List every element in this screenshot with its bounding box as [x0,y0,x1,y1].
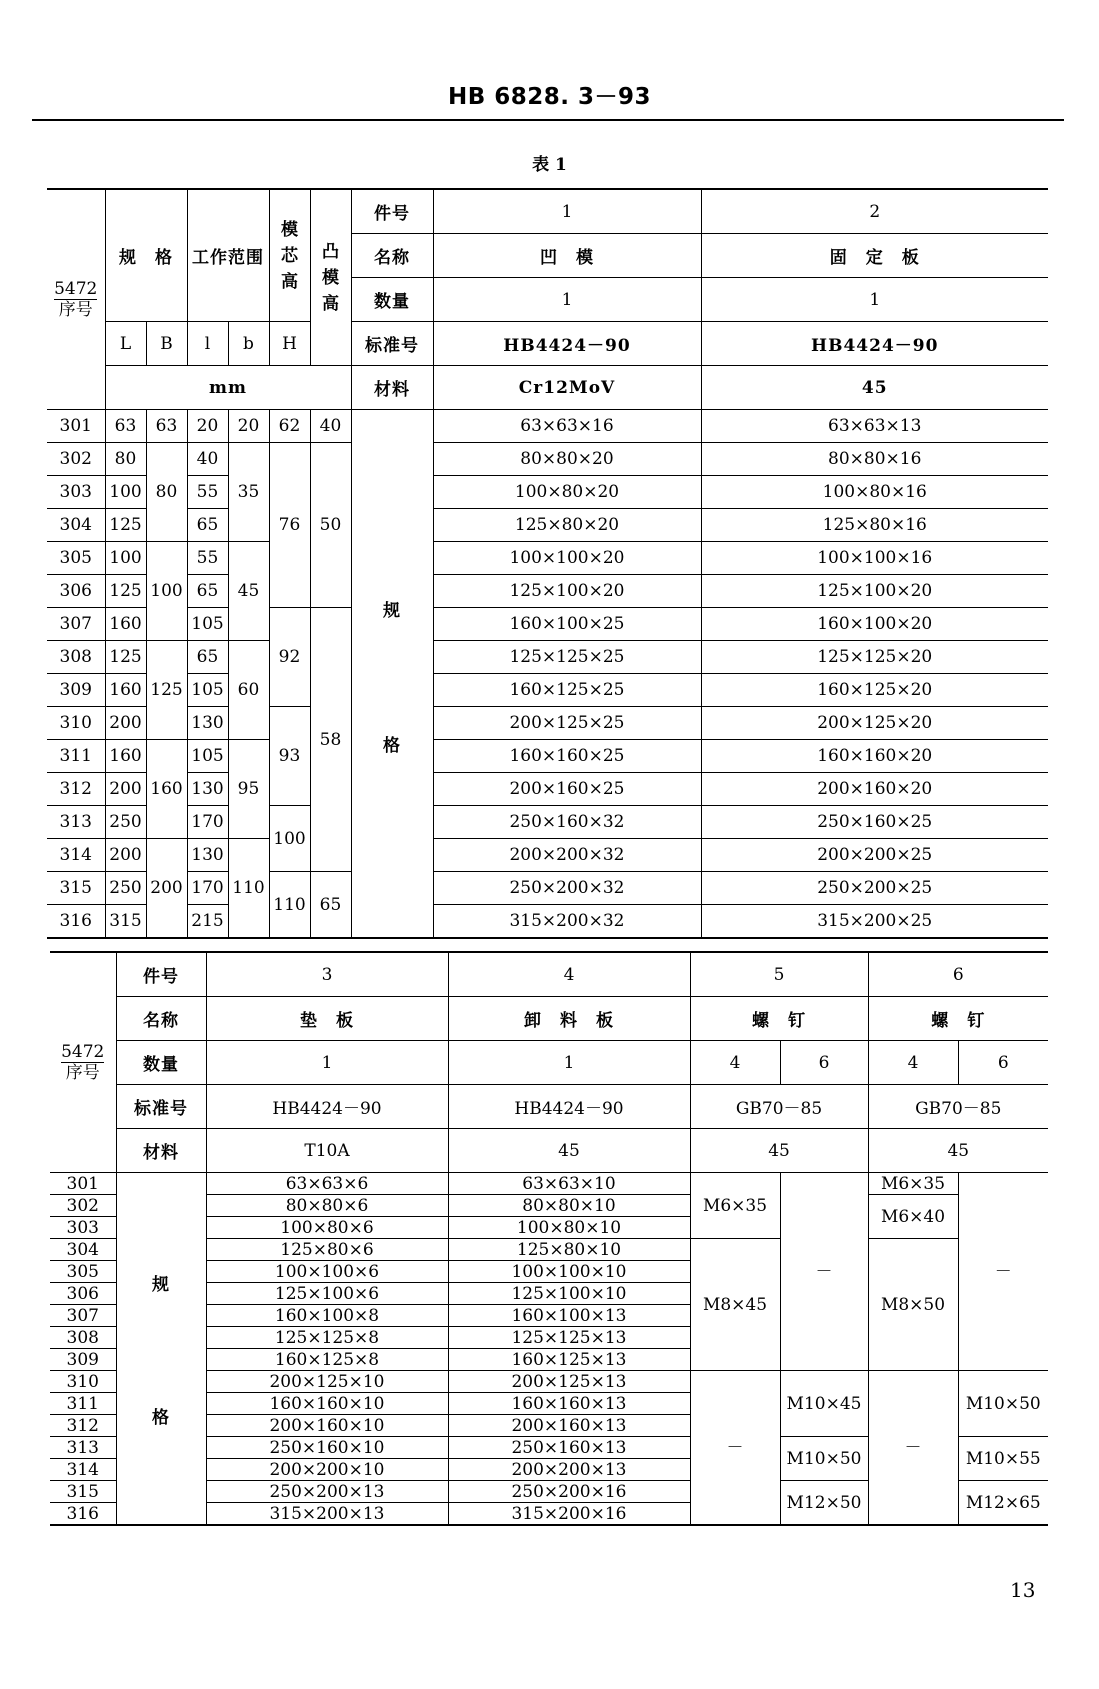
table-row [47,872,1048,905]
H-cell: 92 [269,608,310,707]
table-row [47,608,1048,641]
part-1-name: 凹 模 [433,234,701,278]
part-4-spec: 160×100×13 [448,1305,690,1327]
part-5-spec-b: － [780,1173,868,1371]
serial-cell: 313 [47,806,105,839]
l-cell: 105 [187,608,228,641]
part-5-material: 45 [690,1129,868,1173]
part-1-spec: 250×160×32 [433,806,701,839]
serial-cell: 310 [47,707,105,740]
serial-cell: 316 [47,905,105,939]
part-6-number: 6 [868,952,1048,997]
l-cell: 65 [187,641,228,674]
L-cell: 160 [105,674,146,707]
serial-cell: 301 [50,1173,116,1195]
spec-table-lower [50,951,1048,1526]
part-3-spec: 200×125×10 [206,1371,448,1393]
material-label: 材料 [351,366,433,410]
core-height-header: 模芯高 [269,189,310,322]
serial-cell: 312 [47,773,105,806]
part-4-spec: 125×100×10 [448,1283,690,1305]
table-row [47,476,1048,509]
spec-label-cell: 规 格 [116,1173,206,1526]
part-2-spec: 160×160×20 [701,740,1048,773]
part-2-material: 45 [701,366,1048,410]
l-cell: 105 [187,674,228,707]
sub-H: H [269,322,310,366]
part-1-material: Cr12MoV [433,366,701,410]
B-cell: 125 [146,641,187,740]
serial-cell: 301 [47,410,105,443]
part-3-spec: 100×100×6 [206,1261,448,1283]
punch-cell: 50 [310,443,351,608]
l-cell: 170 [187,806,228,839]
serial-cell: 303 [50,1217,116,1239]
serial-cell: 316 [50,1503,116,1526]
part-1-spec: 200×200×32 [433,839,701,872]
B-cell: 80 [146,443,187,542]
part-5-spec-a: M8×45 [690,1239,780,1371]
part-5-standard: GB70－85 [690,1085,868,1129]
b-cell: 45 [228,542,269,641]
b-cell: 60 [228,641,269,740]
serial-cell: 306 [50,1283,116,1305]
part-3-spec: 63×63×6 [206,1173,448,1195]
part-no-label: 件号 [116,952,206,997]
table-row [47,410,1048,443]
l-cell: 55 [187,476,228,509]
part-6-spec-b: M12×65 [958,1481,1048,1526]
part-1-spec: 160×125×25 [433,674,701,707]
part-2-spec: 160×100×20 [701,608,1048,641]
part-1-spec: 160×100×25 [433,608,701,641]
table-row [47,905,1048,939]
part-3-spec: 315×200×13 [206,1503,448,1526]
L-cell: 200 [105,773,146,806]
part-3-spec: 200×200×10 [206,1459,448,1481]
serial-cell: 315 [47,872,105,905]
serial-cell: 308 [47,641,105,674]
L-cell: 125 [105,641,146,674]
sub-b: b [228,322,269,366]
part-4-spec: 315×200×16 [448,1503,690,1526]
L-cell: 80 [105,443,146,476]
part-6-spec-a: － [868,1371,958,1526]
part-6-spec-b: M10×50 [958,1371,1048,1437]
serial-cell: 313 [50,1437,116,1459]
part-4-spec: 200×200×13 [448,1459,690,1481]
part-4-spec: 100×80×10 [448,1217,690,1239]
part-3-spec: 80×80×6 [206,1195,448,1217]
punch-height-header: 凸模高 [310,189,351,366]
part-6-quantity-b: 6 [958,1041,1048,1085]
part-4-spec: 200×125×13 [448,1371,690,1393]
part-5-spec-b: M12×50 [780,1481,868,1526]
table-row [47,773,1048,806]
H-cell: 100 [269,806,310,872]
part-6-standard: GB70－85 [868,1085,1048,1129]
part-2-spec: 100×100×16 [701,542,1048,575]
serial-cell: 305 [50,1261,116,1283]
page-number: 13 [1010,1578,1036,1602]
material-label: 材料 [116,1129,206,1173]
standard-label: 标准号 [116,1085,206,1129]
part-4-number: 4 [448,952,690,997]
unit-label: mm [105,366,351,410]
part-1-number: 1 [433,189,701,234]
punch-cell: 40 [310,410,351,443]
part-5-spec-b: M10×45 [780,1371,868,1437]
table-row [47,707,1048,740]
serial-cell: 310 [50,1371,116,1393]
table-row [47,575,1048,608]
table-row [50,1173,1048,1195]
part-6-name: 螺 钉 [868,997,1048,1041]
part-3-material: T10A [206,1129,448,1173]
part-3-standard: HB4424－90 [206,1085,448,1129]
l-cell: 65 [187,509,228,542]
part-1-spec: 200×160×25 [433,773,701,806]
part-3-spec: 100×80×6 [206,1217,448,1239]
part-6-spec-a: M6×35 [868,1173,958,1195]
part-4-material: 45 [448,1129,690,1173]
part-2-spec: 63×63×13 [701,410,1048,443]
quantity-label: 数量 [116,1041,206,1085]
L-cell: 125 [105,509,146,542]
serial-cell: 303 [47,476,105,509]
table-row [47,674,1048,707]
part-1-spec: 160×160×25 [433,740,701,773]
B-cell: 160 [146,740,187,839]
part-no-label: 件号 [351,189,433,234]
spec-header: 规 格 [105,189,187,322]
b-cell: 95 [228,740,269,839]
part-6-spec-b: M10×55 [958,1437,1048,1481]
part-3-spec: 250×160×10 [206,1437,448,1459]
part-2-spec: 200×200×25 [701,839,1048,872]
serial-cell: 314 [50,1459,116,1481]
part-2-quantity: 1 [701,278,1048,322]
part-3-spec: 125×80×6 [206,1239,448,1261]
table-row [47,542,1048,575]
serial-cell: 307 [50,1305,116,1327]
serial-cell: 302 [47,443,105,476]
part-3-number: 3 [206,952,448,997]
table-title: 表 1 [532,155,567,175]
part-4-spec: 250×200×16 [448,1481,690,1503]
serial-cell: 305 [47,542,105,575]
spec-table-upper [47,188,1048,939]
part-2-standard: HB4424－90 [701,322,1048,366]
part-5-spec-b: M10×50 [780,1437,868,1481]
part-3-spec: 200×160×10 [206,1415,448,1437]
serial-cell: 312 [50,1415,116,1437]
l-cell: 20 [187,410,228,443]
part-2-spec: 125×80×16 [701,509,1048,542]
l-cell: 170 [187,872,228,905]
l-cell: 65 [187,575,228,608]
serial-cell: 304 [47,509,105,542]
standard-label: 标准号 [351,322,433,366]
part-2-name: 固 定 板 [701,234,1048,278]
L-cell: 160 [105,608,146,641]
serial-cell: 306 [47,575,105,608]
part-4-spec: 125×125×13 [448,1327,690,1349]
L-cell: 63 [105,410,146,443]
serial-cell: 314 [47,839,105,872]
H-cell: 62 [269,410,310,443]
part-3-spec: 160×160×10 [206,1393,448,1415]
part-4-spec: 63×63×10 [448,1173,690,1195]
b-cell: 110 [228,839,269,939]
b-cell: 35 [228,443,269,542]
part-5-spec-a: M6×35 [690,1173,780,1239]
part-6-spec-a: M6×40 [868,1195,958,1239]
part-3-spec: 160×100×8 [206,1305,448,1327]
part-1-spec: 63×63×16 [433,410,701,443]
part-1-standard: HB4424－90 [433,322,701,366]
table-row [47,509,1048,542]
punch-cell: 65 [310,872,351,939]
L-cell: 200 [105,707,146,740]
sub-L: L [105,322,146,366]
H-cell: 110 [269,872,310,939]
part-6-material: 45 [868,1129,1048,1173]
part-1-spec: 100×80×20 [433,476,701,509]
part-1-spec: 100×100×20 [433,542,701,575]
part-2-spec: 100×80×16 [701,476,1048,509]
part-2-spec: 250×160×25 [701,806,1048,839]
table-row [47,806,1048,839]
table-row [47,839,1048,872]
part-1-spec: 80×80×20 [433,443,701,476]
part-4-spec: 160×125×13 [448,1349,690,1371]
part-6-spec-a: M8×50 [868,1239,958,1371]
part-2-spec: 200×125×20 [701,707,1048,740]
serial-cell: 315 [50,1481,116,1503]
part-2-spec: 250×200×25 [701,872,1048,905]
part-5-name: 螺 钉 [690,997,868,1041]
L-cell: 100 [105,542,146,575]
l-cell: 130 [187,839,228,872]
part-3-spec: 125×125×8 [206,1327,448,1349]
serial-cell: 304 [50,1239,116,1261]
table-row [47,641,1048,674]
table-row [47,740,1048,773]
L-cell: 100 [105,476,146,509]
part-3-spec: 250×200×13 [206,1481,448,1503]
table-row [47,443,1048,476]
L-cell: 250 [105,872,146,905]
serial-header: $\frac{5472}{\text{序号}}$ [47,189,105,410]
sub-l: l [187,322,228,366]
l-cell: 40 [187,443,228,476]
B-cell: 100 [146,542,187,641]
part-2-spec: 200×160×20 [701,773,1048,806]
work-range-header: 工作范围 [187,189,269,322]
l-cell: 55 [187,542,228,575]
part-1-spec: 125×80×20 [433,509,701,542]
name-label: 名称 [351,234,433,278]
part-2-spec: 315×200×25 [701,905,1048,939]
part-4-name: 卸 料 板 [448,997,690,1041]
serial-header: $\frac{5472}{\text{序号}}$ [50,952,116,1173]
serial-cell: 308 [50,1327,116,1349]
part-1-spec: 250×200×32 [433,872,701,905]
l-cell: 130 [187,707,228,740]
l-cell: 215 [187,905,228,939]
B-cell: 200 [146,839,187,939]
part-3-spec: 125×100×6 [206,1283,448,1305]
part-2-spec: 125×125×20 [701,641,1048,674]
serial-cell: 309 [50,1349,116,1371]
part-3-name: 垫 板 [206,997,448,1041]
part-5-quantity-a: 4 [690,1041,780,1085]
L-cell: 125 [105,575,146,608]
part-4-spec: 250×160×13 [448,1437,690,1459]
B-cell: 63 [146,410,187,443]
sub-B: B [146,322,187,366]
serial-cell: 302 [50,1195,116,1217]
name-label: 名称 [116,997,206,1041]
part-4-quantity: 1 [448,1041,690,1085]
part-5-spec-a: － [690,1371,780,1526]
part-4-spec: 200×160×13 [448,1415,690,1437]
document-code: HB 6828. 3－93 [447,84,652,110]
part-2-spec: 160×125×20 [701,674,1048,707]
serial-cell: 309 [47,674,105,707]
serial-cell: 311 [47,740,105,773]
L-cell: 200 [105,839,146,872]
spec-label-cell: 规 格 [351,410,433,939]
header-rule [32,119,1064,121]
part-1-spec: 125×100×20 [433,575,701,608]
part-4-spec: 125×80×10 [448,1239,690,1261]
part-1-spec: 200×125×25 [433,707,701,740]
part-4-standard: HB4424－90 [448,1085,690,1129]
part-2-spec: 80×80×16 [701,443,1048,476]
l-cell: 105 [187,740,228,773]
part-2-number: 2 [701,189,1048,234]
part-6-spec-b: － [958,1173,1048,1371]
serial-cell: 307 [47,608,105,641]
L-cell: 160 [105,740,146,773]
b-cell: 20 [228,410,269,443]
H-cell: 76 [269,443,310,608]
part-4-spec: 160×160×13 [448,1393,690,1415]
l-cell: 130 [187,773,228,806]
part-4-spec: 80×80×10 [448,1195,690,1217]
part-2-spec: 125×100×20 [701,575,1048,608]
quantity-label: 数量 [351,278,433,322]
L-cell: 315 [105,905,146,939]
part-1-quantity: 1 [433,278,701,322]
L-cell: 250 [105,806,146,839]
part-1-spec: 315×200×32 [433,905,701,939]
part-6-quantity-a: 4 [868,1041,958,1085]
serial-cell: 311 [50,1393,116,1415]
punch-cell: 58 [310,608,351,872]
H-cell: 93 [269,707,310,806]
part-4-spec: 100×100×10 [448,1261,690,1283]
part-5-quantity-b: 6 [780,1041,868,1085]
part-5-number: 5 [690,952,868,997]
part-3-spec: 160×125×8 [206,1349,448,1371]
part-1-spec: 125×125×25 [433,641,701,674]
part-3-quantity: 1 [206,1041,448,1085]
